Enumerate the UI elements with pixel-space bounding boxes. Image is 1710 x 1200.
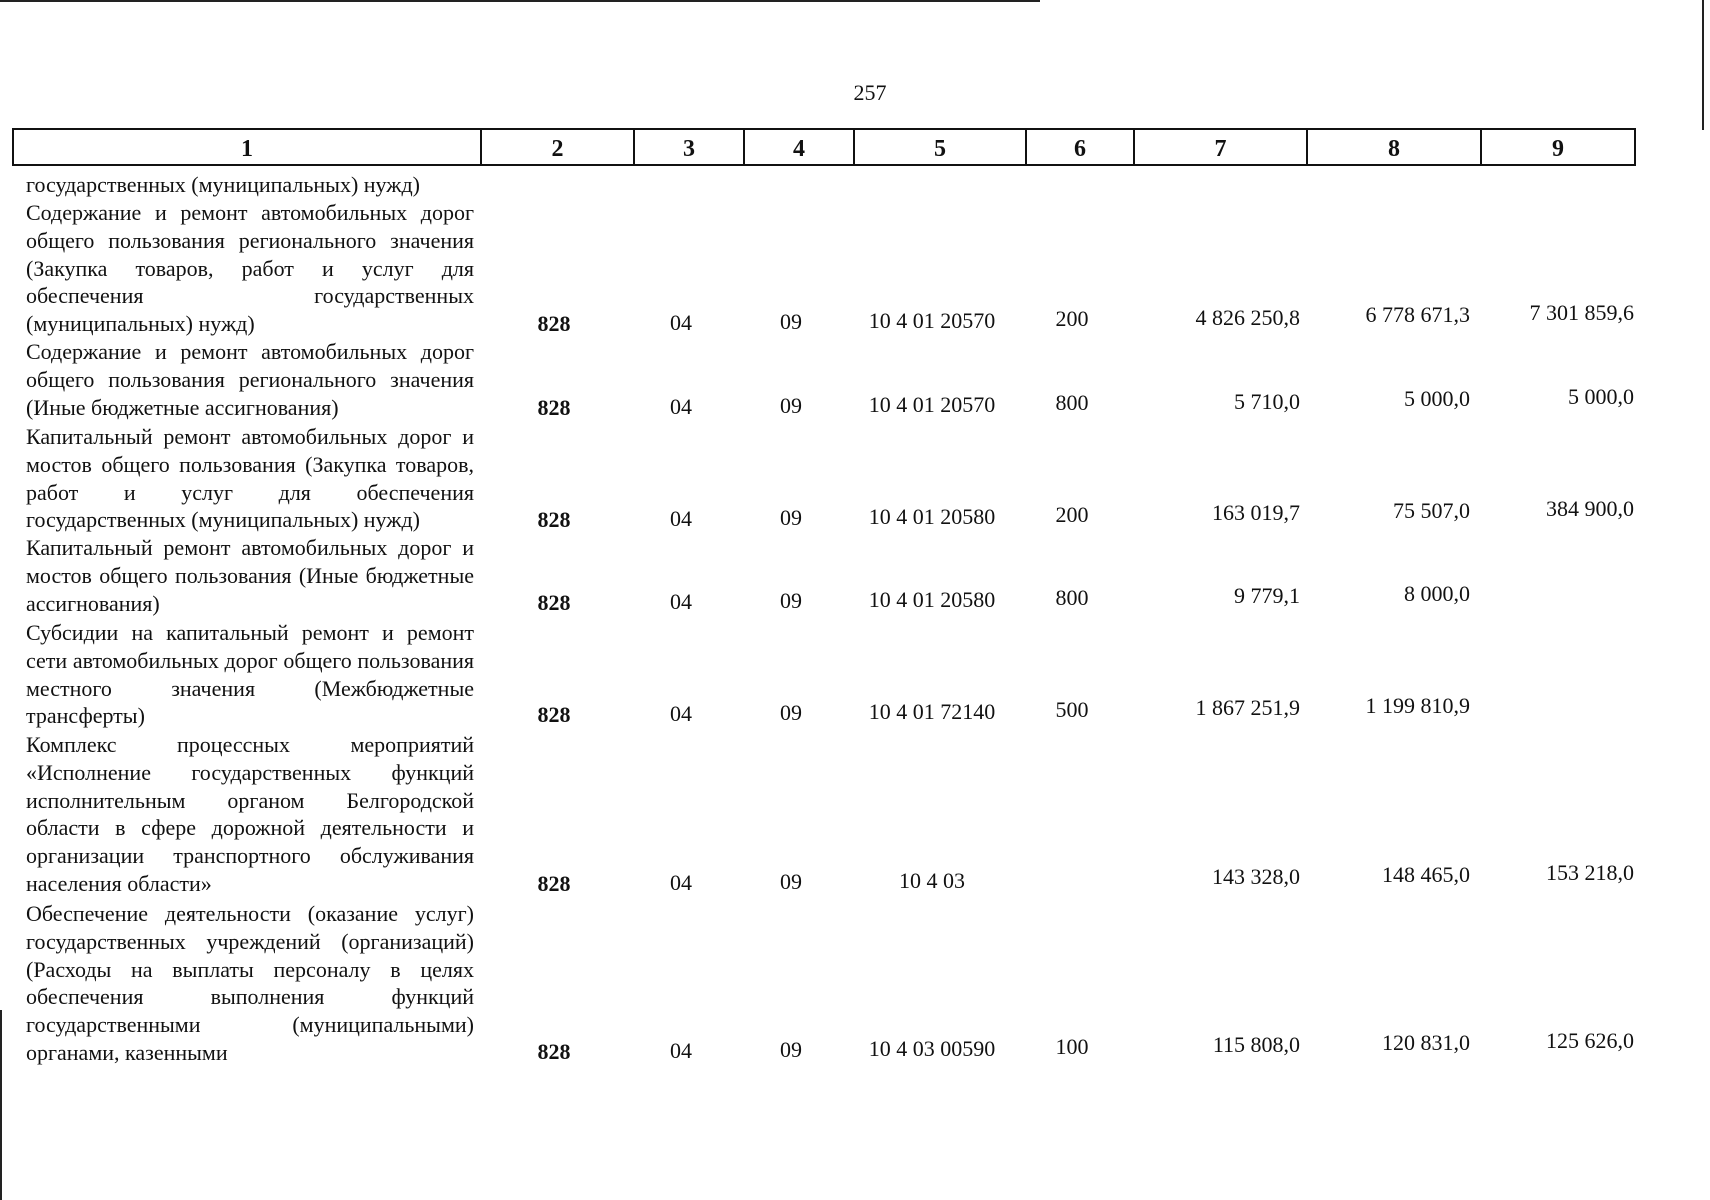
scan-edge-left bbox=[0, 1010, 2, 1200]
cell-col-9: 5 000,0 bbox=[1568, 384, 1634, 409]
cell-col-9: 125 626,0 bbox=[1546, 1028, 1634, 1053]
cell-col-6: 800 bbox=[1055, 390, 1089, 415]
cell-col-8: 5 000,0 bbox=[1404, 386, 1470, 411]
cell-col-5: 10 4 01 20580 bbox=[868, 504, 996, 529]
cell-col-2: 828 bbox=[537, 871, 571, 896]
cell-col-5: 10 4 01 72140 bbox=[868, 699, 996, 724]
cell-col-7: 163 019,7 bbox=[1212, 500, 1300, 525]
cell-col-2: 828 bbox=[537, 590, 571, 615]
cell-col-5: 10 4 01 20570 bbox=[868, 308, 996, 333]
row-description: Капитальный ремонт автомобильных дорог и мостов общего пользования (Иные бюджетные ассигнования) bbox=[26, 535, 474, 616]
cell-col-6: 800 bbox=[1055, 585, 1089, 610]
cell-col-2: 828 bbox=[537, 395, 571, 420]
cell-col-3: 04 bbox=[670, 394, 692, 419]
cell-col-9: 384 900,0 bbox=[1546, 496, 1634, 521]
row-description: Комплекс процессных мероприятий «Исполнение государственных функций исполнительным органом Белгородской области в сфере дорожной деятельности и организации транспортного обслуживания населения области» bbox=[26, 732, 474, 896]
cell-col-5: 10 4 03 bbox=[899, 868, 965, 893]
cell-col-7: 143 328,0 bbox=[1212, 864, 1300, 889]
column-header-5: 5 bbox=[855, 128, 1027, 166]
cell-col-4: 09 bbox=[780, 588, 802, 613]
column-header-2: 2 bbox=[482, 128, 635, 166]
cell-col-2: 828 bbox=[537, 702, 571, 727]
cell-col-7: 4 826 250,8 bbox=[1195, 305, 1300, 330]
cell-col-9: 153 218,0 bbox=[1546, 860, 1634, 885]
column-header-4: 4 bbox=[745, 128, 855, 166]
cell-col-5: 10 4 01 20580 bbox=[868, 587, 996, 612]
cell-col-8: 148 465,0 bbox=[1382, 862, 1470, 887]
cell-col-2: 828 bbox=[537, 507, 571, 532]
cell-col-6: 500 bbox=[1055, 697, 1089, 722]
scan-edge-top bbox=[0, 0, 1040, 2]
cell-col-8: 120 831,0 bbox=[1382, 1030, 1470, 1055]
cell-col-9: 7 301 859,6 bbox=[1529, 300, 1634, 325]
column-header-7: 7 bbox=[1135, 128, 1308, 166]
scan-edge-right bbox=[1702, 0, 1704, 130]
cell-col-4: 09 bbox=[780, 505, 802, 530]
cell-col-4: 09 bbox=[780, 393, 802, 418]
cell-col-8: 1 199 810,9 bbox=[1365, 693, 1470, 718]
row-description: государственных (муниципальных) нужд) bbox=[26, 172, 420, 197]
row-description: Содержание и ремонт автомобильных дорог общего пользования регионального значения (Иные бюджетные ассигнования) bbox=[26, 339, 474, 420]
row-description: Капитальный ремонт автомобильных дорог и мостов общего пользования (Закупка товаров, работ и услуг для обеспечения государственных (муниципальных) нужд) bbox=[26, 424, 474, 533]
column-header-3: 3 bbox=[635, 128, 745, 166]
cell-col-3: 04 bbox=[670, 1038, 692, 1063]
cell-col-5: 10 4 03 00590 bbox=[868, 1036, 996, 1061]
column-header-1: 1 bbox=[12, 128, 482, 166]
cell-col-7: 5 710,0 bbox=[1234, 389, 1300, 414]
cell-col-6: 200 bbox=[1055, 502, 1089, 527]
page-number: 257 bbox=[853, 80, 887, 105]
row-description: Субсидии на капитальный ремонт и ремонт сети автомобильных дорог общего пользования местного значения (Межбюджетные трансферты) bbox=[26, 620, 474, 729]
cell-col-3: 04 bbox=[670, 589, 692, 614]
cell-col-4: 09 bbox=[780, 309, 802, 334]
column-header-6: 6 bbox=[1027, 128, 1135, 166]
column-header-9: 9 bbox=[1482, 128, 1636, 166]
cell-col-2: 828 bbox=[537, 311, 571, 336]
row-description: Обеспечение деятельности (оказание услуг) государственных учреждений (организаций) (Расходы на выплаты персоналу в целях обеспечения выполнения функций государственными (муниципальными) органами, казенными bbox=[26, 901, 474, 1065]
cell-col-5: 10 4 01 20570 bbox=[868, 392, 996, 417]
cell-col-6: 100 bbox=[1055, 1034, 1089, 1059]
cell-col-3: 04 bbox=[670, 310, 692, 335]
cell-col-8: 75 507,0 bbox=[1393, 498, 1470, 523]
cell-col-3: 04 bbox=[670, 506, 692, 531]
cell-col-4: 09 bbox=[780, 700, 802, 725]
cell-col-4: 09 bbox=[780, 869, 802, 894]
cell-col-6: 200 bbox=[1055, 306, 1089, 331]
cell-col-7: 115 808,0 bbox=[1212, 1032, 1300, 1057]
cell-col-3: 04 bbox=[670, 701, 692, 726]
cell-col-4: 09 bbox=[780, 1037, 802, 1062]
cell-col-2: 828 bbox=[537, 1039, 571, 1064]
row-description: Содержание и ремонт автомобильных дорог общего пользования регионального значения (Закупка товаров, работ и услуг для обеспечения государственных (муниципальных) нужд) bbox=[26, 200, 474, 337]
cell-col-8: 8 000,0 bbox=[1404, 581, 1470, 606]
cell-col-3: 04 bbox=[670, 870, 692, 895]
cell-col-7: 1 867 251,9 bbox=[1195, 695, 1300, 720]
column-header-8: 8 bbox=[1308, 128, 1482, 166]
cell-col-7: 9 779,1 bbox=[1234, 583, 1300, 608]
table-header bbox=[12, 128, 1636, 168]
cell-col-8: 6 778 671,3 bbox=[1365, 302, 1470, 327]
